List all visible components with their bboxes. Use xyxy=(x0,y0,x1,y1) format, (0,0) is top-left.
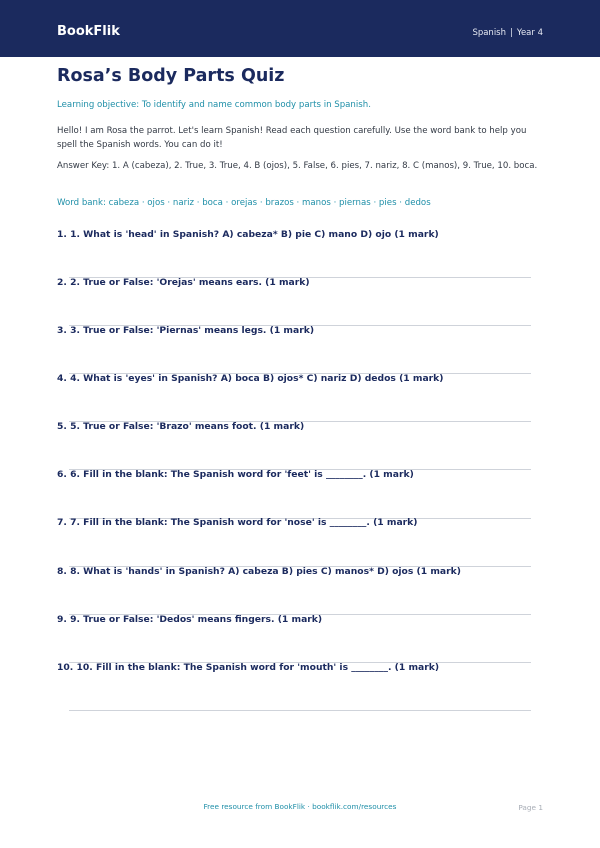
question-6: 6. 6. Fill in the blank: The Spanish word for 'feet' is ________. (1 mark) xyxy=(57,469,414,480)
page-title: Rosa’s Body Parts Quiz xyxy=(57,66,285,86)
question-5: 5. 5. True or False: 'Brazo' means foot. (1 mark) xyxy=(57,421,305,432)
question-3: 3. 3. True or False: 'Piernas' means legs. (1 mark) xyxy=(57,325,315,336)
year-label: Year 4 xyxy=(516,28,543,38)
intro-text: Hello! I am Rosa the parrot. Let's learn Spanish! Read each question carefully. Use the word bank to help you spell the Spanish words. You can do it! xyxy=(57,126,527,150)
question-2: 2. 2. True or False: 'Orejas' means ears. (1 mark) xyxy=(57,277,310,288)
answer-key: Answer Key: 1. A (cabeza), 2. True, 3. True, 4. B (ojos), 5. False, 6. pies, 7. nariz, 8. C (manos), 9. True, 10. boca. xyxy=(57,161,538,171)
question-9: 9. 9. True or False: 'Dedos' means fingers. (1 mark) xyxy=(57,614,323,625)
page-number: Page 1 xyxy=(518,803,543,812)
subject-label: Spanish xyxy=(472,28,507,38)
word-bank: Word bank: cabeza · ojos · nariz · boca · orejas · brazos · manos · piernas · pies · dedos xyxy=(57,198,431,208)
brand-logo[interactable]: BookFlik xyxy=(57,24,120,39)
question-4: 4. 4. What is 'eyes' in Spanish? A) boca B) ojos* C) nariz D) dedos (1 mark) xyxy=(57,373,444,384)
question-10: 10. 10. Fill in the blank: The Spanish word for 'mouth' is ________. (1 mark) xyxy=(57,662,440,673)
header-bar xyxy=(0,0,600,57)
question-7: 7. 7. Fill in the blank: The Spanish word for 'nose' is ________. (1 mark) xyxy=(57,517,418,528)
crumb-separator: | xyxy=(510,28,513,38)
question-8: 8. 8. What is 'hands' in Spanish? A) cabeza B) pies C) manos* D) ojos (1 mark) xyxy=(57,566,461,577)
question-1: 1. 1. What is 'head' in Spanish? A) cabeza* B) pie C) mano D) ojo (1 mark) xyxy=(57,229,439,240)
answer-line-10[interactable] xyxy=(69,710,531,711)
footer-resource-link[interactable]: Free resource from BookFlik · bookflik.com/resources xyxy=(203,802,397,811)
learning-objective: Learning objective: To identify and name common body parts in Spanish. xyxy=(57,100,371,110)
subject-year-label xyxy=(472,28,543,38)
